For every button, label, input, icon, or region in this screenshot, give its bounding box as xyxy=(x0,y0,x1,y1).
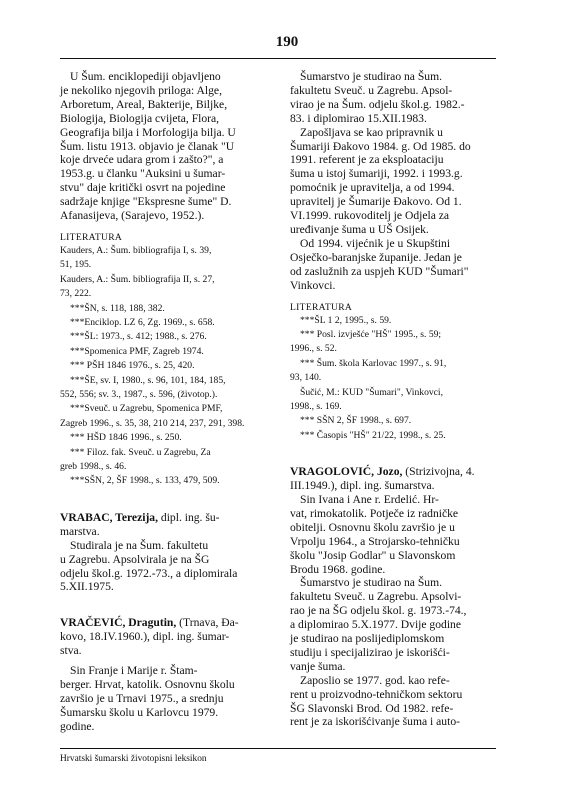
text-line: Brodu 1968. godine. xyxy=(290,562,386,576)
text-line: 1991. referent je za eksploataciju xyxy=(290,153,444,167)
text-line: u Zagrebu. Apsolvirala je na ŠG xyxy=(60,552,210,566)
reference-line: *** HŠD 1846 1996., s. 250. xyxy=(70,432,182,444)
text-line: Od 1994. vijećnik je u Skupštini xyxy=(300,236,451,250)
reference-line: 552, 556; sv. 3., 1987., s. 596, (životop.). xyxy=(60,389,218,401)
reference-line: *** Šum. škola Karlovac 1997., s. 91, xyxy=(300,357,447,369)
reference-line: greb 1998., s. 46. xyxy=(60,461,127,473)
text-line: uređivanje šuma u UŠ Osijek. xyxy=(290,222,429,236)
left-intro-paragraph xyxy=(60,70,266,223)
text-line: Osječko-baranjske županije. Jedan je xyxy=(290,250,462,264)
reference-line: *** Posl. izvješće "HŠ" 1995., s. 59; xyxy=(300,328,442,340)
text-line: koje drveće udara grom i zašto?", a xyxy=(60,153,224,167)
text-line: Vinkovci. xyxy=(290,278,336,292)
literature-heading: LITERATURA xyxy=(60,231,123,243)
text-line: marstva. xyxy=(60,524,100,538)
text-line: sadržaje knjige "Ekspresne šume" D. xyxy=(60,195,232,209)
reference-line: 1998., s. 169. xyxy=(290,400,342,412)
text-line: Šumariji Đakovo 1984. g. Od 1985. do xyxy=(290,139,471,153)
text-line: završio je u Trnavi 1975., a srednju xyxy=(60,691,224,705)
reference-line: *** Časopis "HŠ" 21/22, 1998., s. 25. xyxy=(300,429,446,441)
reference-line: 93, 140. xyxy=(290,372,322,384)
reference-line: Zagreb 1996., s. 35, 38, 210 214, 237, 291, 398. xyxy=(60,417,245,429)
text-line: upravitelj je Šumarije Đakovo. Od 1. xyxy=(290,195,462,209)
text-line: Zaposlio se 1977. god. kao refe- xyxy=(300,673,450,687)
text-line: rent je za iskorišćivanje šuma i auto- xyxy=(290,715,460,729)
text-line: školu "Josip Godlar" u Slavonskom xyxy=(290,548,456,562)
reference-line: ***Spomenica PMF, Zagreb 1974. xyxy=(70,345,204,357)
header-rule xyxy=(60,58,496,59)
entry-name: VRABAC, Terezija, xyxy=(60,510,159,524)
text-line: Šumarstvo je studirao na Šum. xyxy=(300,70,443,83)
left-column xyxy=(60,70,266,734)
text-line: berger. Hrvat, katolik. Osnovnu školu xyxy=(60,677,235,691)
text-line: 5.XII.1975. xyxy=(60,580,114,594)
text-line: Vrpolju 1964., a Strojarsko-tehničku xyxy=(290,534,460,548)
text-line: Sin Ivana i Ane r. Erdelić. Hr- xyxy=(300,492,439,506)
text-line: Biologija, Biologija cvijeta, Flora, xyxy=(60,111,220,125)
text-line: Studirala je na Šum. fakultetu xyxy=(70,538,209,552)
reference-line: *** PŠH 1846 1976., s. 25, 420. xyxy=(70,360,195,372)
reference-line: Kauders, A.: Šum. bibliografija II, s. 27, xyxy=(60,273,215,285)
text-line: U Šum. enciklopediji objavljeno xyxy=(70,70,221,83)
reference-line: ***ŠE, sv. I, 1980., s. 96, 101, 184, 185, xyxy=(70,374,226,386)
right-continuation xyxy=(290,70,496,293)
reference-line: ***ŠL 1 2, 1995., s. 59. xyxy=(300,314,392,326)
reference-line: ***SŠN, 2, ŠF 1998., s. 133, 479, 509. xyxy=(70,475,220,487)
text-line: Zapošljava se kao pripravnik u xyxy=(300,125,443,139)
text-line: pomoćnik je upravitelja, a od 1994. xyxy=(290,181,455,195)
reference-line: ***Enciklop. LZ 6, Zg. 1969., s. 658. xyxy=(70,317,215,328)
entry-vragolovic xyxy=(290,465,496,729)
text-line: Šumarstvo je studirao na Šum. xyxy=(300,576,443,590)
text-line: je studirao na poslijediplomskom xyxy=(290,632,445,646)
entry-name: VRAČEVIĆ, Dragutin, xyxy=(60,616,177,630)
text-line: fakultetu Sveuč. u Zagrebu. Apsolvi- xyxy=(290,590,462,604)
text-line: obitelji. Osnovnu školu završio je u xyxy=(290,520,455,534)
text-line: fakultetu Sveuč. u Zagrebu. Apsol- xyxy=(290,83,453,97)
text-line: virao je na Šum. odjelu škol.g. 1982.- xyxy=(290,97,465,111)
text-line: vanje šuma. xyxy=(290,659,346,673)
text-line: godine. xyxy=(60,719,95,733)
text-line: odjelu škol.g. 1972.-73., a diplomirala xyxy=(60,566,238,580)
reference-line: 1996., s. 52. xyxy=(290,343,337,355)
text-line: ŠG Slavonski Brod. Od 1982. refe- xyxy=(290,701,454,715)
entry-title: (Trnava, Đa- xyxy=(176,616,239,630)
text-line: 1953.g. u članku "Auksini u šumar- xyxy=(60,167,226,181)
entry-title: dipl. ing. šu- xyxy=(158,510,220,524)
right-literature-list xyxy=(290,314,496,444)
footer-rule xyxy=(60,748,496,749)
text-line: 83. i diplomirao 15.XII.1983. xyxy=(290,111,427,125)
text-line: III.1949.), dipl. ing. šumarstva. xyxy=(290,479,435,493)
reference-line: Kauders, A.: Šum. bibliografija I, s. 39, xyxy=(60,244,212,256)
text-line: a diplomirao 5.X.1977. Dvije godine xyxy=(290,618,461,632)
entry-heading xyxy=(60,616,266,630)
text-line: je nekoliko njegovih priloga: Alge, xyxy=(60,83,222,97)
entry-vrabac xyxy=(60,511,266,594)
footer-text: Hrvatski šumarski životopisni leksikon xyxy=(60,754,207,764)
reference-line: ***ŠL: 1973., s. 412; 1988., s. 276. xyxy=(70,331,207,343)
reference-line: 51, 195. xyxy=(60,259,92,271)
text-line: kovo, 18.IV.1960.), dipl. ing. šumar- xyxy=(60,630,230,644)
entry-name: VRAGOLOVIĆ, Jozo, xyxy=(290,465,403,479)
text-line: šuma u istoj šumariji, 1992. i 1993.g. xyxy=(290,167,463,181)
text-line: Šum. listu 1913. objavio je članak "U xyxy=(60,139,235,153)
page-number: 190 xyxy=(275,34,299,50)
text-line: Šumarsku školu u Karlovcu 1979. xyxy=(60,705,219,719)
text-line: stvu" daje kritički osvrt na pojedine xyxy=(60,181,226,195)
entry-vracevic xyxy=(60,616,266,733)
reference-line: ***ŠN, s. 118, 188, 382. xyxy=(70,302,165,314)
left-literature-list xyxy=(60,244,266,489)
text-line: rent u proizvodno-tehničkom sektoru xyxy=(290,687,463,701)
reference-line: *** SŠN 2, ŠF 1998., s. 697. xyxy=(300,415,412,427)
text-line: studiju i specijalizirao je iskorišći- xyxy=(290,645,450,659)
literature-heading: LITERATURA xyxy=(290,301,353,313)
entry-heading xyxy=(290,465,496,479)
reference-line: *** Filoz. fak. Sveuč. u Zagrebu, Za xyxy=(70,446,211,458)
text-line: rao je na ŠG odjelu škol. g. 1973.-74., xyxy=(290,604,467,618)
reference-line: Šučić, M.: KUD "Šumari", Vinkovci, xyxy=(300,386,443,398)
text-line: VI.1999. rukovoditelj je Odjela za xyxy=(290,209,450,223)
text-line: Geografija bilja i Morfologija bilja. U xyxy=(60,125,236,139)
right-column xyxy=(290,70,496,729)
reference-line: ***Sveuč. u Zagrebu, Spomenica PMF, xyxy=(70,403,223,415)
text-line: vat, rimokatolik. Potječe iz radničke xyxy=(290,506,459,520)
reference-line: 73, 222. xyxy=(60,288,92,300)
text-line: Afanasijeva, (Sarajevo, 1952.). xyxy=(60,209,205,223)
text-line: od zaslužnih za uspjeh KUD "Šumari" xyxy=(290,264,469,278)
entry-heading xyxy=(60,511,266,525)
text-line: Arboretum, Areal, Bakterije, Biljke, xyxy=(60,97,228,111)
text-line: stva. xyxy=(60,644,82,658)
entry-title: (Strizivojna, 4. xyxy=(402,465,475,479)
text-line: Sin Franje i Marije r. Štam- xyxy=(70,664,198,678)
